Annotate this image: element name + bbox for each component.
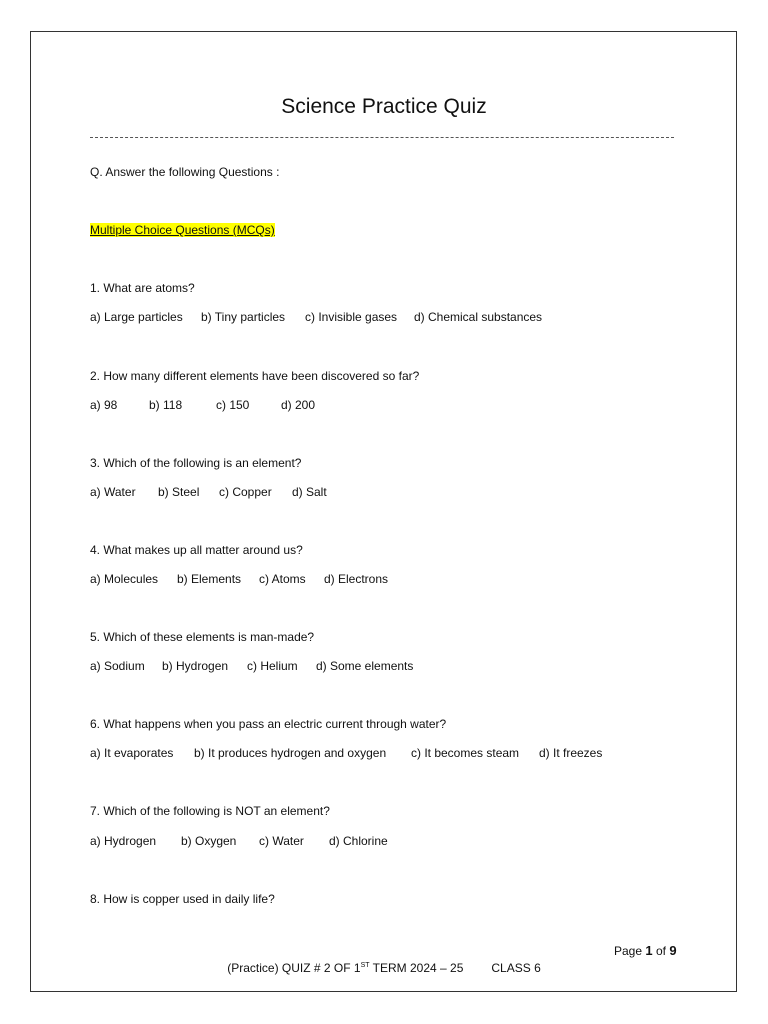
question-5-options (90, 658, 413, 674)
option-4d: d) Electrons (324, 572, 389, 586)
option-1a: a) Large particles (90, 310, 183, 324)
option-7c: c) Water (259, 834, 304, 848)
option-2a: a) 98 (90, 398, 118, 412)
option-3b: b) Steel (158, 485, 200, 499)
page-number (614, 943, 677, 959)
quiz-title: Science Practice Quiz (281, 95, 487, 118)
page-number-total: 9 (669, 943, 677, 958)
option-4a: a) Molecules (90, 572, 159, 586)
option-2c: c) 150 (216, 398, 250, 412)
page-number-current: 1 (645, 943, 653, 958)
option-6a: a) It evaporates (90, 746, 174, 760)
option-4c: c) Atoms (259, 572, 306, 586)
footer (0, 960, 768, 976)
option-2b: b) 118 (149, 398, 183, 412)
question-7-options (90, 833, 388, 849)
question-8-text: 8. How is copper used in daily life? (90, 892, 275, 906)
section-heading-label: Multiple Choice Questions (MCQs) (90, 223, 275, 237)
option-2d: d) 200 (281, 398, 316, 412)
option-7d: d) Chlorine (329, 834, 388, 848)
question-3-options (90, 484, 327, 500)
option-5a: a) Sodium (90, 659, 145, 673)
option-1b: b) Tiny particles (201, 310, 286, 324)
option-6d: d) It freezes (539, 746, 603, 760)
question-1-options (90, 309, 542, 325)
question-7-text: 7. Which of the following is NOT an element? (90, 804, 330, 818)
dashed-divider (90, 137, 674, 138)
option-3d: d) Salt (292, 485, 327, 499)
option-1c: c) Invisible gases (305, 310, 398, 324)
footer-quiz-label: (Practice) QUIZ # 2 OF 1 (227, 961, 361, 975)
option-6b: b) It produces hydrogen and oxygen (194, 746, 387, 760)
option-1d: d) Chemical substances (414, 310, 543, 324)
option-6c: c) It becomes steam (411, 746, 520, 760)
option-7a: a) Hydrogen (90, 834, 157, 848)
question-6-text: 6. What happens when you pass an electric current through water? (90, 717, 447, 731)
option-5d: d) Some elements (316, 659, 414, 673)
question-5-text: 5. Which of these elements is man-made? (90, 630, 315, 644)
option-3a: a) Water (90, 485, 136, 499)
page-number-of: of (655, 944, 666, 958)
section-heading (90, 222, 275, 238)
footer-term: TERM 2024 – 25 (369, 961, 464, 975)
question-3-text: 3. Which of the following is an element? (90, 456, 302, 470)
option-7b: b) Oxygen (181, 834, 237, 848)
footer-superscript: ST (360, 962, 370, 969)
footer-class-label: CLASS 6 (491, 961, 541, 975)
option-5c: c) Helium (247, 659, 298, 673)
question-4-text: 4. What makes up all matter around us? (90, 543, 303, 557)
page-number-prefix: Page (614, 944, 643, 958)
option-4b: b) Elements (177, 572, 242, 586)
option-5b: b) Hydrogen (162, 659, 229, 673)
question-1-text: 1. What are atoms? (90, 281, 195, 295)
question-2-text: 2. How many different elements have been discovered so far? (90, 369, 420, 383)
question-6-options (90, 745, 602, 761)
question-4-options (90, 571, 388, 587)
question-2-options (90, 397, 315, 413)
instruction-text: Q. Answer the following Questions : (90, 165, 280, 179)
option-3c: c) Copper (219, 485, 272, 499)
